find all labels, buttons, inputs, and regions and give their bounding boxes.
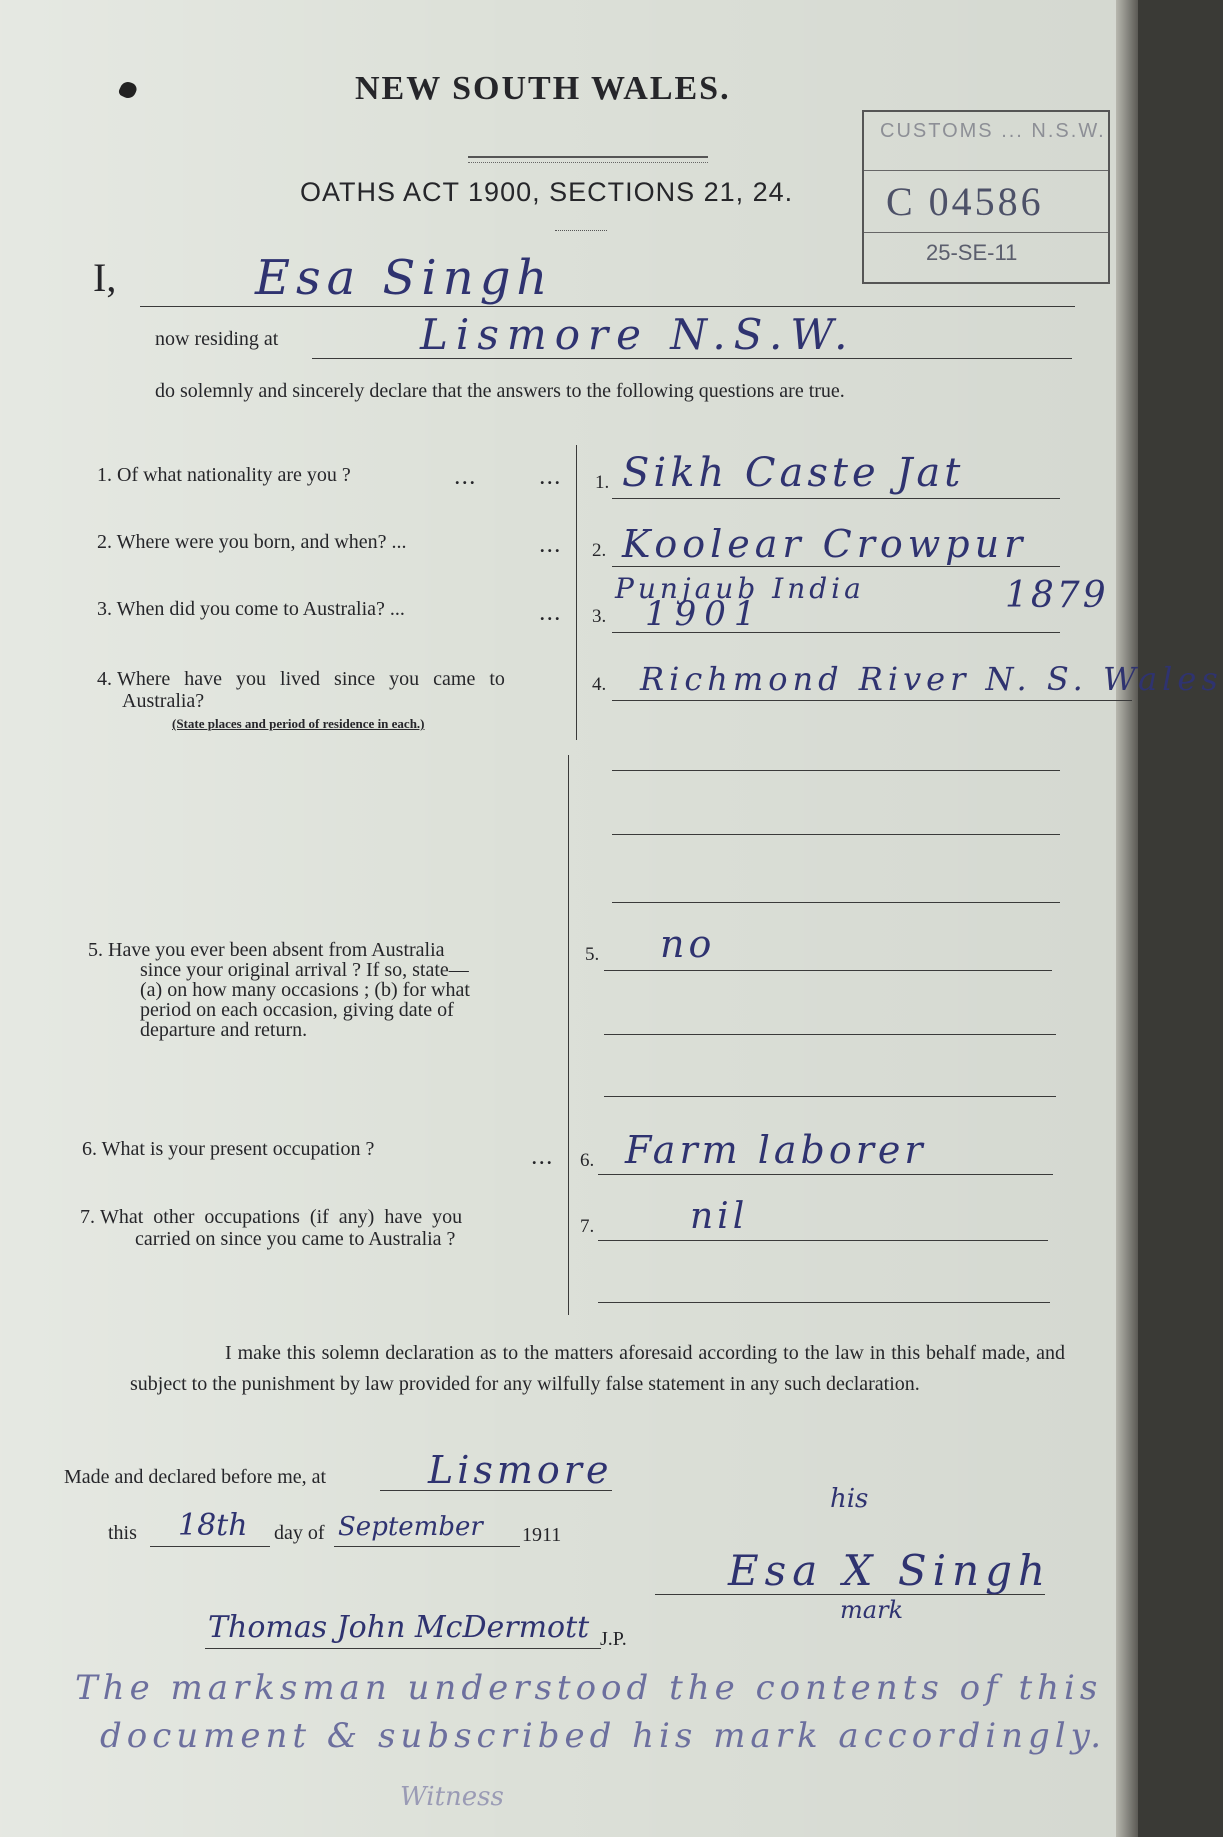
question-6-text: What is your present occupation ? bbox=[101, 1138, 375, 1160]
question-7-text-1: What other occupations (if any) have you bbox=[100, 1206, 463, 1228]
answer-1: Sikh Caste Jat bbox=[622, 450, 965, 496]
question-3-dots: ... bbox=[540, 604, 563, 624]
day-line bbox=[150, 1546, 270, 1547]
column-divider-lower bbox=[568, 755, 569, 1315]
answer-6-line bbox=[598, 1174, 1053, 1175]
page-subtitle: OATHS ACT 1900, SECTIONS 21, 24. bbox=[300, 177, 794, 207]
question-1-dots-b: ... bbox=[540, 468, 563, 488]
declared-place: Lismore bbox=[428, 1448, 613, 1492]
question-4-note: (State places and period of residence in each.) bbox=[172, 716, 425, 731]
jp-suffix: J.P. bbox=[600, 1628, 627, 1650]
signature-his: his bbox=[830, 1484, 869, 1514]
question-1-number: 1. bbox=[97, 464, 112, 486]
residence-value: Lismore N.S.W. bbox=[420, 310, 856, 359]
stamp-number: C 04586 bbox=[886, 179, 1044, 224]
column-divider-upper bbox=[576, 445, 577, 740]
question-2 bbox=[97, 531, 407, 553]
customs-stamp bbox=[862, 110, 1110, 284]
question-3 bbox=[97, 598, 405, 620]
page-title: NEW SOUTH WALES. bbox=[355, 70, 731, 107]
question-4-number: 4. bbox=[97, 668, 112, 690]
stamp-date: 25-SE-11 bbox=[926, 240, 1018, 265]
month-value: September bbox=[338, 1512, 483, 1542]
answer-1-line bbox=[612, 498, 1060, 499]
jp-signature: Thomas John McDermott bbox=[208, 1610, 590, 1645]
answer-2-line bbox=[612, 566, 1060, 567]
question-6 bbox=[82, 1138, 374, 1160]
year-value: 1911 bbox=[522, 1524, 562, 1546]
witness-label: Witness bbox=[400, 1782, 504, 1812]
solemn-declaration-paragraph: I make this solemn declaration as to the matters aforesaid according to the law in this behalf made, and subject to the punishment by law provided for any wilfully false statement in any such declaration. bbox=[130, 1342, 1065, 1395]
question-2-dots: ... bbox=[540, 536, 563, 556]
title-flourish bbox=[468, 156, 708, 163]
question-1 bbox=[97, 464, 351, 486]
question-7-number: 7. bbox=[80, 1206, 95, 1228]
declarant-name: Esa Singh bbox=[255, 250, 554, 306]
question-1-text: Of what nationality are you ? bbox=[117, 464, 351, 486]
question-2-number: 2. bbox=[97, 531, 112, 553]
question-4 bbox=[97, 668, 505, 712]
made-before-label: Made and declared before me, at bbox=[64, 1466, 327, 1488]
answer-4-extra-line-2 bbox=[612, 834, 1060, 835]
answer-7-number: 7. bbox=[580, 1216, 595, 1237]
question-6-dots: ... bbox=[532, 1148, 555, 1168]
hole-punch-icon bbox=[117, 79, 138, 100]
question-7 bbox=[80, 1206, 462, 1250]
residing-label: now residing at bbox=[155, 328, 279, 350]
month-line bbox=[334, 1546, 520, 1547]
question-3-text: When did you come to Australia? ... bbox=[116, 598, 405, 620]
question-5-text-1: Have you ever been absent from Australia bbox=[108, 939, 445, 961]
question-6-number: 6. bbox=[82, 1138, 97, 1160]
question-3-number: 3. bbox=[97, 598, 112, 620]
answer-7-line bbox=[598, 1240, 1048, 1241]
witness-note-line-1: The marksman understood the contents of this bbox=[75, 1668, 1103, 1708]
question-5-text-3: (a) on how many occasions ; (b) for what bbox=[140, 979, 470, 1001]
jp-line bbox=[205, 1648, 601, 1649]
question-5-text-4: period on each occasion, giving date of bbox=[140, 999, 454, 1021]
declarant-prefix: I, bbox=[93, 255, 117, 300]
question-5-number: 5. bbox=[88, 939, 103, 961]
answer-2: Koolear Crowpur bbox=[622, 522, 1028, 566]
answer-3: 1901 bbox=[645, 594, 764, 634]
question-1-dots-a: ... bbox=[455, 468, 478, 488]
answer-5-extra-line-1 bbox=[604, 1034, 1056, 1035]
declaration-intro: do solemnly and sincerely declare that the answers to the following questions are true. bbox=[155, 380, 845, 402]
day-value: 18th bbox=[178, 1508, 248, 1543]
answer-6: Farm laborer bbox=[625, 1128, 927, 1172]
question-5 bbox=[88, 940, 470, 1040]
answer-4: Richmond River N. S. Wales bbox=[640, 660, 1223, 698]
answer-5: no bbox=[660, 922, 716, 966]
subtitle-flourish bbox=[555, 230, 607, 231]
answer-4-extra-line-3 bbox=[612, 902, 1060, 903]
answer-5-line bbox=[604, 970, 1052, 971]
name-line bbox=[140, 306, 1075, 307]
answer-2-year: 1879 bbox=[1005, 575, 1109, 616]
stamp-top-text: CUSTOMS ... N.S.W. bbox=[880, 120, 1106, 142]
question-5-text-2: since your original arrival ? If so, state— bbox=[140, 959, 469, 981]
answer-1-number: 1. bbox=[595, 472, 610, 493]
answer-3-number: 3. bbox=[592, 606, 607, 627]
answer-2-line2: Punjaub India bbox=[615, 572, 865, 605]
day-of-label: day of bbox=[274, 1522, 325, 1544]
page-edge bbox=[1116, 0, 1138, 1837]
this-label: this bbox=[108, 1522, 137, 1544]
declarant-signature: Esa X Singh bbox=[728, 1546, 1052, 1595]
answer-2-number: 2. bbox=[592, 540, 607, 561]
answer-5-extra-line-2 bbox=[604, 1096, 1056, 1097]
answer-4-line bbox=[612, 700, 1132, 701]
witness-note-line-2: document & subscribed his mark accordingly. bbox=[100, 1716, 1107, 1756]
question-4-text-1: Where have you lived since you came to bbox=[117, 668, 505, 690]
answer-5-number: 5. bbox=[585, 944, 600, 965]
answer-7: nil bbox=[690, 1196, 749, 1237]
answer-4-extra-line-1 bbox=[612, 770, 1060, 771]
question-7-text-2: carried on since you came to Australia ? bbox=[135, 1228, 456, 1250]
signature-mark: mark bbox=[840, 1596, 904, 1624]
question-2-text: Where were you born, and when? ... bbox=[116, 531, 407, 553]
question-5-text-5: departure and return. bbox=[140, 1019, 308, 1041]
question-4-text-2: Australia? bbox=[122, 690, 205, 712]
answer-7-extra-line bbox=[598, 1302, 1050, 1303]
answer-6-number: 6. bbox=[580, 1150, 595, 1171]
answer-4-number: 4. bbox=[592, 674, 607, 695]
